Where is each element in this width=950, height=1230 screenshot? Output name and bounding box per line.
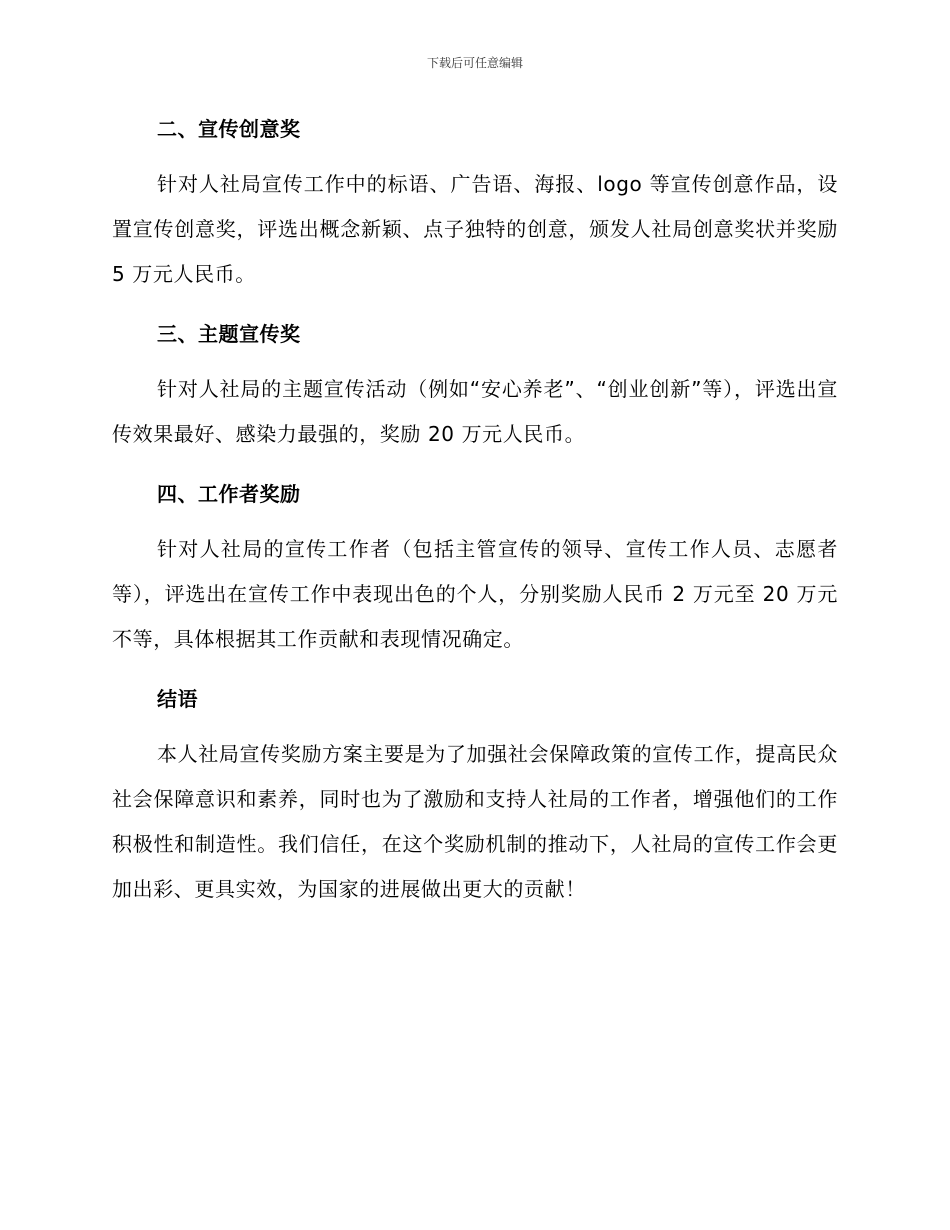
section-heading-creative-award: 二、宣传创意奖: [157, 117, 301, 141]
section-body-conclusion: 本人社局宣传奖励方案主要是为了加强社会保障政策的宣传工作，提高民众社会保障意识和素养，同时也为了激励和支持人社局的工作者，增强他们的工作积极性和制造性。我们信任，在这个奖励机制的推动下，人社局的宣传工作会更加出彩、更具实效，为国家的进展做出更大的贡献！: [112, 742, 838, 901]
section-heading-theme-award: 三、主题宣传奖: [157, 322, 301, 346]
section-body-worker-award: 针对人社局的宣传工作者（包括主管宣传的领导、宣传工作人员、志愿者等），评选出在宣传工作中表现出色的个人，分别奖励人民币 2 万元至 20 万元不等，具体根据其工作贡献和表现情况确定。: [112, 537, 838, 651]
section-body-theme-award: 针对人社局的主题宣传活动（例如“安心养老”、“创业创新”等），评选出宣传效果最好、感染力最强的，奖励 20 万元人民币。: [112, 377, 838, 446]
section-heading-conclusion: 结语: [157, 687, 198, 711]
document-body: [112, 112, 838, 912]
section-body-creative-award: 针对人社局宣传工作中的标语、广告语、海报、logo 等宣传创意作品，设置宣传创意奖，评选出概念新颖、点子独特的创意，颁发人社局创意奖状并奖励 5 万元人民币。: [112, 172, 838, 286]
page-header-note: 下载后可任意编辑: [426, 56, 523, 70]
section-heading-worker-award: 四、工作者奖励: [157, 482, 301, 506]
